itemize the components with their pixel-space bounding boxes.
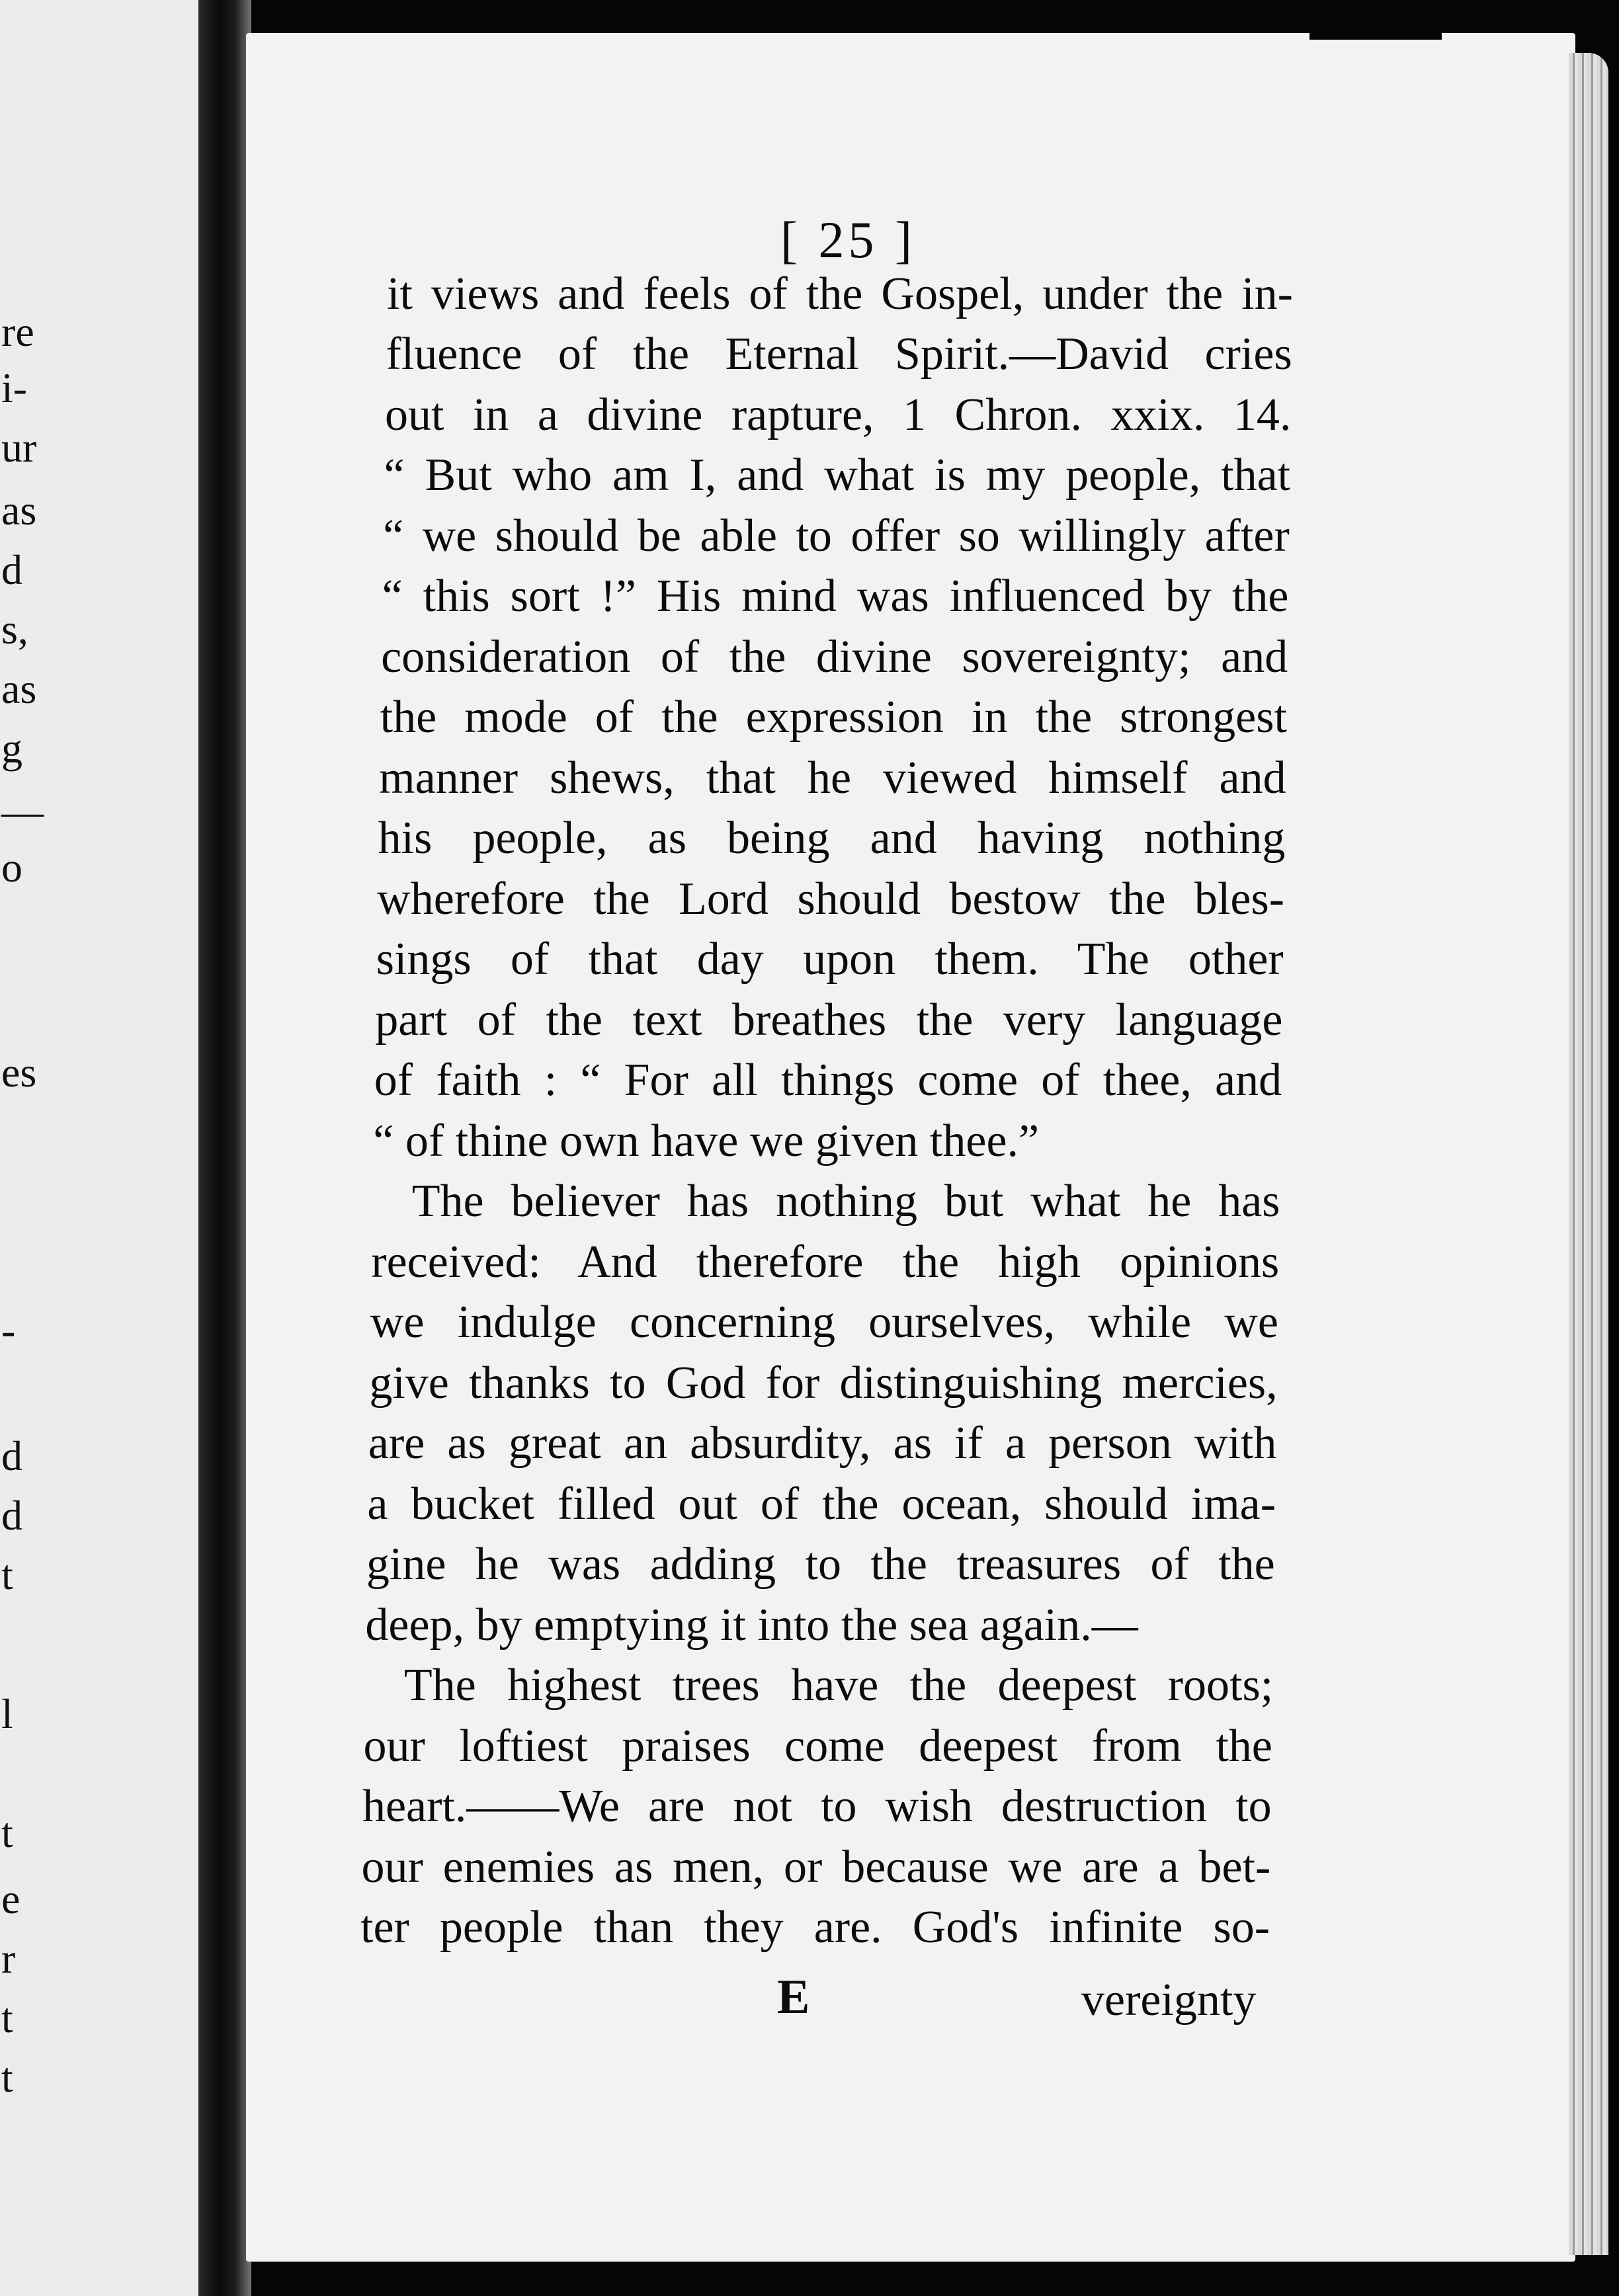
text-line: it views and feels of the Gospel, under the in- bbox=[387, 268, 1293, 319]
text-line: The highest trees have the deepest roots; bbox=[403, 1660, 1274, 1711]
text-line: “ this sort !” His mind was influenced by the bbox=[382, 571, 1289, 622]
signature-mark: E bbox=[777, 1970, 810, 2024]
previous-page-fragment-text: as bbox=[1, 487, 37, 534]
previous-page-fragment-text: o bbox=[1, 844, 22, 891]
text-line: received: And therefore the high opinions bbox=[371, 1236, 1280, 1288]
text-line: sings of that day upon them. The other bbox=[376, 934, 1284, 985]
previous-page-fragment-text: i- bbox=[1, 364, 28, 411]
text-line: the mode of the expression in the strongest bbox=[380, 692, 1287, 743]
text-line: out in a divine rapture, 1 Chron. xxix. 14. bbox=[385, 389, 1292, 440]
text-line: consideration of the divine sovereignty; and bbox=[381, 631, 1288, 682]
previous-page-fragment-text: es bbox=[1, 1049, 37, 1096]
page-number: [ 25 ] bbox=[780, 211, 916, 268]
text-line: ter people than they are. God's infinite so- bbox=[360, 1902, 1270, 1953]
text-line: are as great an absurdity, as if a person with bbox=[368, 1418, 1277, 1469]
text-line: of faith : “ For all things come of thee, and bbox=[374, 1055, 1282, 1106]
previous-page-fragment-text: d bbox=[1, 1492, 22, 1539]
previous-page-fragment-text: as bbox=[1, 665, 37, 712]
text-line: wherefore the Lord should bestow the bles- bbox=[377, 873, 1285, 924]
previous-page-fragment-text: r bbox=[1, 1935, 16, 1982]
previous-page-fragment-text: s, bbox=[1, 606, 28, 653]
previous-page-fragment-text: ur bbox=[1, 424, 37, 471]
text-line: deep, by emptying it into the sea again.— bbox=[365, 1599, 1138, 1651]
previous-page-fragment-text: e bbox=[1, 1875, 21, 1922]
previous-page-fragment-text: re bbox=[1, 308, 34, 355]
text-line: heart.——We are not to wish destruction to bbox=[362, 1781, 1272, 1832]
previous-page-fragment-text: t bbox=[1, 1551, 13, 1598]
text-line: part of the text breathes the very language bbox=[375, 994, 1283, 1046]
text-line: our enemies as men, or because we are a bet- bbox=[361, 1841, 1271, 1893]
catchword: vereignty bbox=[1081, 1975, 1257, 2026]
previous-page-fragment-text: t bbox=[1, 1809, 13, 1856]
previous-page-fragment-text: g bbox=[1, 725, 22, 772]
previous-page-fragment-text: d bbox=[1, 546, 22, 593]
text-line: fluence of the Eternal Spirit.—David cries bbox=[386, 329, 1292, 380]
previous-page-fragment-text: d bbox=[1, 1432, 22, 1479]
text-line: manner shews, that he viewed himself and bbox=[379, 752, 1286, 803]
previous-page-fragment-text: — bbox=[1, 788, 44, 835]
previous-page-fragment-text: t bbox=[1, 1994, 13, 2041]
text-line: his people, as being and having nothing bbox=[378, 813, 1286, 864]
text-line: “ of thine own have we given thee.” bbox=[373, 1115, 1040, 1167]
text-line: a bucket filled out of the ocean, should ima- bbox=[367, 1478, 1276, 1530]
text-line: “ we should be able to offer so willingly after bbox=[383, 510, 1290, 561]
text-line: The believer has nothing but what he has bbox=[411, 1176, 1280, 1227]
text-line: “ But who am I, and what is my people, that bbox=[384, 450, 1291, 501]
text-line: our loftiest praises come deepest from the bbox=[363, 1720, 1272, 1772]
previous-page-fragment-text: - bbox=[1, 1307, 16, 1354]
previous-page-fragment-text: l bbox=[1, 1690, 13, 1737]
text-line: gine he was adding to the treasures of the bbox=[366, 1539, 1275, 1590]
text-line: give thanks to God for distinguishing mercies, bbox=[369, 1357, 1278, 1409]
previous-page-fragment-text: t bbox=[1, 2054, 13, 2101]
text-line: we indulge concerning ourselves, while we bbox=[370, 1297, 1278, 1348]
